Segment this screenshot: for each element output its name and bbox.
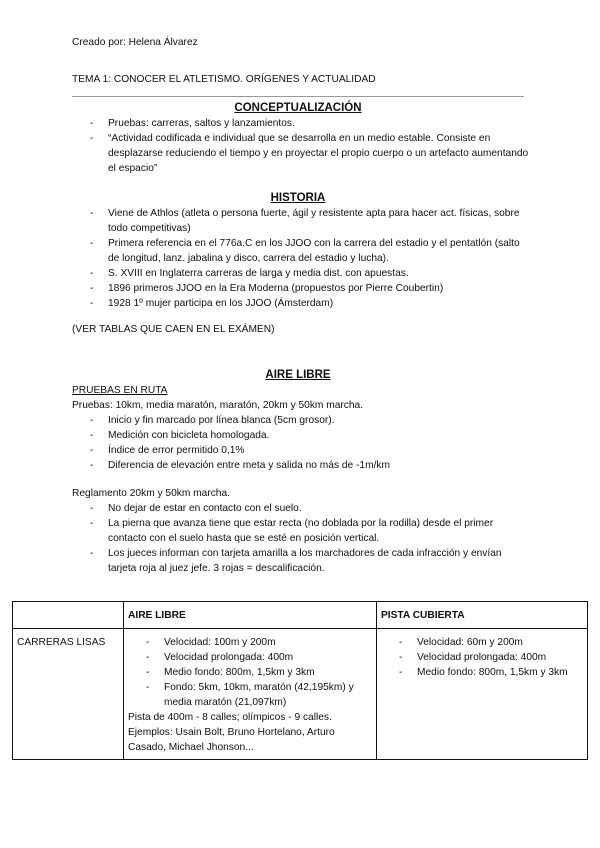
conceptualizacion-list [90, 116, 530, 176]
cell-pista-cubierta [377, 629, 588, 760]
list-item: - Medición con bicicleta homologada. [90, 428, 530, 443]
list-item: - 1928 1º mujer participa en los JJOO (Ámsterdam) [90, 296, 530, 311]
list-item: - Medio fondo: 800m, 1,5km y 3km [146, 665, 372, 680]
reglamento-list [90, 501, 530, 576]
section-title-historia: HISTORIA [270, 192, 326, 204]
list-item: - Velocidad prolongada: 400m [399, 650, 583, 665]
section-title-aire-libre: AIRE LIBRE [265, 369, 331, 381]
list-item: - No dejar de estar en contacto con el suelo. [90, 501, 530, 516]
list-item: - Diferencia de elevación entre meta y salida no más de -1m/km [90, 458, 530, 473]
list-item: - Índice de error permitido 0,1% [90, 443, 530, 458]
cell-aire-libre [124, 629, 377, 760]
divider [72, 96, 524, 97]
ejemplos-info: Ejemplos: Usain Bolt, Bruno Hortelano, Arturo Casado, Michael Jhonson... [128, 727, 335, 753]
topic-title: TEMA 1: CONOCER EL ATLETISMO. ORÍGENES Y ACTUALIDAD [72, 74, 376, 85]
author-line: Creado por: Helena Álvarez [72, 37, 198, 48]
pruebas-line: Pruebas: 10km, media maratón, maratón, 20km y 50km marcha. [72, 400, 364, 411]
table-header-pista-cubierta: PISTA CUBIERTA [377, 602, 588, 629]
list-item: - Primera referencia en el 776a.C en los JJOO con la carrera del estadio y el pentatlón (salto de longitud, lanz. jabalina y disco, carrera del estadio y lucha). [90, 236, 530, 266]
list-item: - Velocidad prolongada: 400m [146, 650, 372, 665]
reglamento-line: Reglamento 20km y 50km marcha. [72, 488, 230, 499]
list-item: - Fondo: 5km, 10km, maratón (42,195km) y media maratón (21,097km) [146, 680, 372, 710]
pruebas-list [90, 413, 530, 473]
events-table [12, 601, 588, 760]
historia-list [90, 206, 530, 311]
list-item: - La pierna que avanza tiene que estar recta (no doblada por la rodilla) desde el primer contacto con el suelo hasta que se esté en posición vertical. [90, 516, 530, 546]
list-item: - 1896 primeros JJOO en la Era Moderna (propuestos por Pierre Coubertin) [90, 281, 530, 296]
table-header-row [13, 602, 588, 629]
subsection-pruebas-en-ruta: PRUEBAS EN RUTA [72, 385, 168, 396]
exam-note: (VER TABLAS QUE CAEN EN EL EXÁMEN) [72, 324, 275, 335]
pista-info: Pista de 400m - 8 calles; olímpicos - 9 calles. [128, 712, 332, 723]
list-item: - Medio fondo: 800m, 1,5km y 3km [399, 665, 583, 680]
section-title-conceptualizacion: CONCEPTUALIZACIÓN [234, 102, 362, 114]
list-item: - Pruebas: carreras, saltos y lanzamientos. [90, 116, 530, 131]
list-item: - Velocidad: 60m y 200m [399, 635, 583, 650]
row-label-carreras-lisas: CARRERAS LISAS [13, 629, 124, 760]
aire-libre-list [128, 635, 372, 710]
list-item: - “Actividad codificada e individual que se desarrolla en un medio estable. Consiste en desplazarse reduciendo el tiempo y en proyectar el propio cuerpo o un artefacto aumentando el espacio” [90, 131, 530, 176]
table-header-aire-libre: AIRE LIBRE [124, 602, 377, 629]
table-header-cell [13, 602, 124, 629]
list-item: - Velocidad: 100m y 200m [146, 635, 372, 650]
pista-cubierta-list [381, 635, 583, 680]
list-item: - Los jueces informan con tarjeta amarilla a los marchadores de cada infracción y envían tarjeta roja al juez jefe. 3 rojas = descalificación. [90, 546, 530, 576]
list-item: - Inicio y fin marcado por línea blanca (5cm grosor). [90, 413, 530, 428]
list-item: - S. XVIII en Inglaterra carreras de larga y media dist. con apuestas. [90, 266, 530, 281]
list-item: - Viene de Athlos (atleta o persona fuerte, ágil y resistente apta para hacer act. físicas, sobre todo competitivas) [90, 206, 530, 236]
table-row [13, 629, 588, 760]
